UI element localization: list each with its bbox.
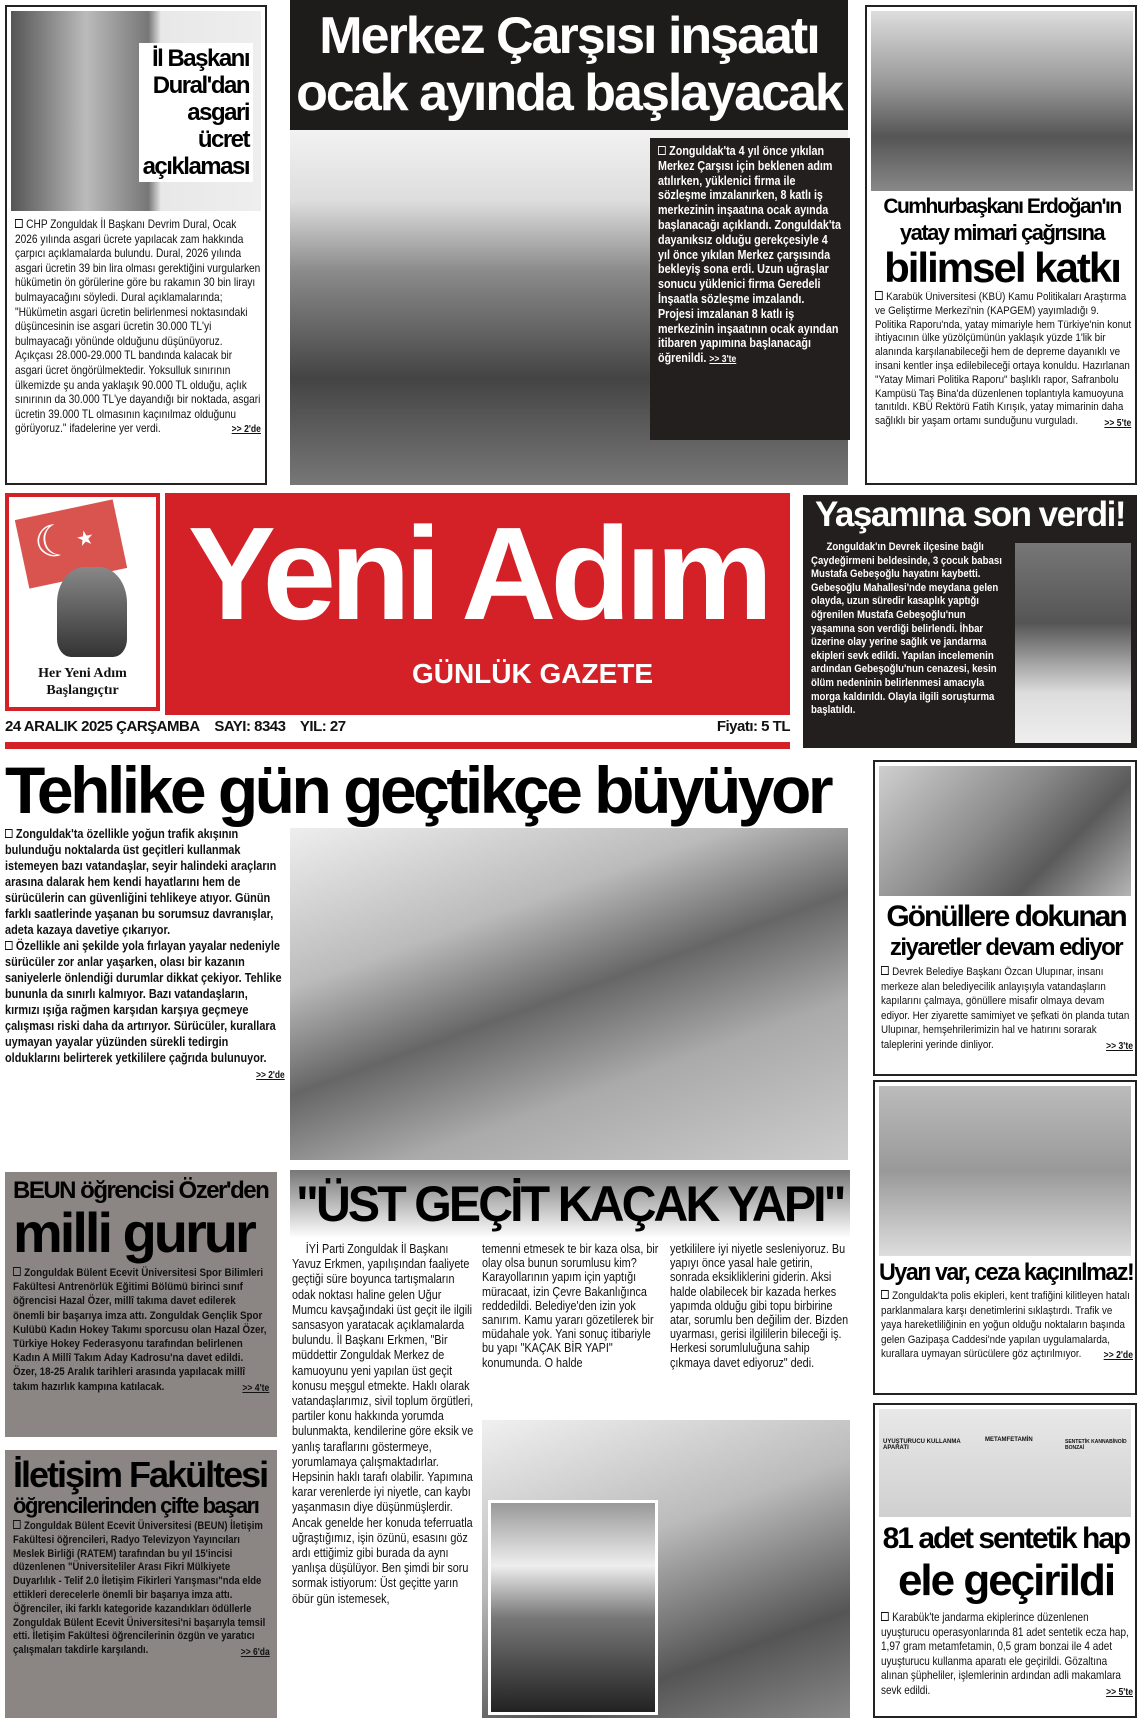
obituary-headline: Yaşamına son verdi! (815, 495, 1125, 534)
headline-line: yatay mimari çağrısına (899, 220, 1105, 245)
yatay-mimari-headline (871, 194, 1133, 289)
bullet-square-icon (875, 291, 883, 300)
body-text: Zonguldak Bülent Ecevit Üniversitesi Spor Bilimleri Fakültesi Antrenörlük Eğitimi Bölümü birinci sınıf öğrencisi Hazal Özer, millî takıma davet edilerek önemli bir başarıya imza attı. Zonguldak Gençlik Spor Kulübü Kadın Hokey Takımı sporcusu olan Hazal Özer, Türkiye Hokey Federasyonu tarafından belirlenen Kadın A Millî Takım Aday Kadrosu'na davet edildi. Özer, 18-25 Aralık tarihleri arasında yapılacak millî takım hazırlık kampına katılacak. (13, 1267, 267, 1393)
ust-gecit-col2: temenni etmesek te bir kaza olsa, bir olay olsa bunun sorumlusu kim? Karayollarının yapım için yaptığı müracaat, izin Çevre Bakanlığınca reddedildi. Belediye'den izin yok sanırım. Kamu yararı gözetilerek bir müdahale yok. Yani sonuç itibariyle bu yapı "KAÇAK BİR YAPI" konumunda. O halde (482, 1242, 659, 1370)
motto-line: Başlangıçtır (46, 683, 119, 698)
bullet-square-icon (881, 1290, 889, 1299)
yatay-mimari-story (865, 5, 1137, 485)
dural-body (15, 217, 261, 438)
headline-line: bilimsel katkı (884, 244, 1120, 291)
headline-line: milli gurur (13, 1201, 254, 1264)
photo-label: METAMFETAMİN (985, 1437, 1033, 1443)
ulupinar-headline (879, 900, 1133, 962)
headline-line: Cumhurbaşkanı Erdoğan'ın (883, 195, 1121, 218)
police-photo (879, 1086, 1131, 1256)
ulupinar-body (881, 965, 1133, 1055)
masthead-motto (9, 665, 156, 699)
dural-story (5, 5, 267, 485)
bullet-square-icon (881, 966, 889, 975)
erkmen-portrait (488, 1500, 658, 1715)
continue-link[interactable]: >> 3'te (1106, 1040, 1133, 1052)
ozer-story (5, 1172, 277, 1437)
body-text: Zonguldak'ta polis ekipleri, kent trafiğini kilitleyen hatalı parklanmalara karşı denetimlerini sıklaştırdı. Trafik ve yaya hareketliliğinin en yoğun olduğu noktaların başında gelen Gazipaşa Caddesi'nde yapılan uygulamalarda, kurallara uymayan sürücülere göz açtırılmıyor. (881, 1290, 1130, 1361)
bullet-square-icon (15, 219, 23, 228)
iletisim-story (5, 1450, 277, 1718)
newspaper-title: Yeni Adım (187, 500, 768, 647)
headline-line: ziyaretler devam ediyor (889, 934, 1123, 961)
drugs-headline (879, 1521, 1133, 1605)
ust-gecit-col3: yetkililere iyi niyetle sesleniyoruz. Bu yapıyı önce yasal hale getirin, sonrada eksikliklerini giderin. Aksi halde olabilecek bir kazada herkes yapımda olduğu gibi topu birbirine atar, sorumlu ben değilim der. Bizden uyarması, gerisi ilgililerin bileceği iş. Herkesi sorumluluğuna sahip çıkmaya davet ediyoruz" dedi. (670, 1242, 849, 1370)
seized-drugs-photo (879, 1409, 1131, 1517)
headline-line: 81 adet sentetik hap (882, 1522, 1130, 1555)
newspaper-subtitle: GÜNLÜK GAZETE (411, 658, 654, 689)
parking-body (881, 1289, 1133, 1364)
issue-info (5, 718, 790, 735)
merkez-carsi-body (658, 144, 842, 368)
continue-link[interactable]: >> 2'de (256, 1070, 285, 1081)
bullet-square-icon (658, 146, 666, 155)
headline-line: Merkez Çarşısı inşaatı (319, 7, 819, 65)
body-text: CHP Zonguldak İl Başkanı Devrim Dural, Ocak 2026 yılında asgari ücrete yapılacak zam hakkında çarpıcı açıklamalarda bulundu. Dural, 2026 yılında asgari ücretin 39 bin lira olması gerektiğini vurgularken hükümetin ön görülerine göre bu rakamın 30 bin lirayı bulmayacağını söyledi. Dural açıklamalarında; "Hükümetin asgari ücretin belirlenmesi noktasındaki düşüncesinin ise asgari ücretin 30.000 TL'yi bulmayacağı yönünde olduğunu düşünüyoruz. Açıkçası 28.000-29.000 TL bandında kalacak bir asgari ücret öngörülmektedir. Yoksulluk sınırının ülkemizde şu anda yaklaşık 90.000 TL olduğu, açlık sınırının da 30.000 TL'ye dayandığı bir noktada, asgari ücretin 39.000 TL olmasının kaçınılmaz olduğunu görüyoruz." ifadelerine yer verdi. (15, 217, 261, 436)
bullet-square-icon (881, 1612, 889, 1621)
headline-line: BEUN öğrencisi Özer'den (13, 1177, 269, 1204)
headline-line: Dural'dan (152, 72, 249, 99)
headline-line: öğrencilerinden çifte başarı (13, 1493, 259, 1518)
headline-line: ele geçirildi (897, 1556, 1115, 1605)
drugs-body (881, 1611, 1133, 1701)
headline-line: asgari (187, 99, 249, 126)
headline-line: Gönüllere dokunan (886, 900, 1126, 933)
deceased-photo (1015, 543, 1131, 743)
drugs-story (873, 1403, 1137, 1718)
continue-link[interactable]: >> 2'de (1103, 1350, 1133, 1362)
ataturk-portrait (57, 567, 127, 657)
main-body (5, 826, 285, 1084)
headline-line: ücret (197, 126, 249, 153)
parking-fines-story (873, 1080, 1137, 1395)
masthead-banner (165, 493, 790, 715)
houses-photo (871, 11, 1133, 191)
ulupinar-story (873, 760, 1137, 1076)
merkez-carsi-body-box (650, 138, 850, 440)
headline-line: açıklaması (142, 153, 249, 180)
headline-line: İletişim Fakültesi (13, 1454, 268, 1495)
dural-headline (139, 43, 253, 182)
yatay-mimari-body (875, 291, 1131, 431)
continue-link[interactable]: >> 2'de (231, 424, 261, 436)
continue-link[interactable]: >> 5'te (1106, 1686, 1133, 1698)
body-text: Karabük'te jandarma ekiplerince düzenlenen uyuşturucu operasyonlarında 81 adet sentetik ecza hap, 1,97 gram metamfetamin, 0,5 gram bonzai ile 4 adet uyuşturucu kullanma aparatı ele geçirildi. Gözaltına alınan şüpheliler, işlemlerinin ardından adli makamlara sevk edildi. (881, 1611, 1129, 1697)
issue-number: SAYI: 8343 (214, 718, 286, 735)
body-text: Karabük Üniversitesi (KBÜ) Kamu Politikaları Araştırma ve Geliştirme Merkezi'nin (KAPGEM) yayımladığı 9. Politika Raporu'nda, yatay mimariyle hem Türkiye'nin konut ihtiyacının ülke yüzölçümünün yaklaşık yüzde 1'lik bir alanında karşılanabileceği hem de depreme dayanıklı ve insani kentler inşa edilebileceği ortaya konuldu. Hazırlanan "Yatay Mimari Politika Raporu" başlıklı rapor, Safranbolu Kampüsü Taş Bina'da düzenlenen toplantıyla kamuoyuna tanıtıldı. KBÜ Rektörü Fatih Kırışık, yatay mimarinin daha sağlıklı bir yaşam ortamı sunduğunu vurguladı. (875, 291, 1132, 428)
body-text: Zonguldak'ta 4 yıl önce yıkılan Merkez Çarşısı için beklenen adım atılırken, yüklenici firma ile sözleşme imzalanırken, 8 katlı iş merkezinin inşaatına ocak ayında başlanacağı açıklandı. Zonguldak'ta dayanıksız olduğu gerekçesiyle 4 yıl önce yıkılan Merkez çarşısında bekleyiş sona erdi. Uzun uğraşlar sonucu yüklenici firma Geredeli İnşaatla sözleşme imzalandı. Projesi imzalanan 8 katlı iş merkezinin inşaatının ocak ayından itibaren yapımına başlanacağı öğrenildi. (658, 144, 841, 366)
visit-photo (879, 766, 1131, 896)
body-text: Zonguldak'ta özellikle yoğun trafik akışının bulunduğu noktalarda üst geçitleri kullanmak istemeyen bazı vatandaşlar, seyir halindeki araçların arasına dalarak hem kendi hayatlarını hem de sürücülerin can güvenliğini tehlikeye atıyor. Günün farklı saatlerinde yaşanan bu sorumsuz davranışlar, adeta kazaya davetiye çıkarıyor. (5, 826, 277, 937)
motto-line: Her Yeni Adım (38, 666, 127, 681)
ataturk-box (5, 493, 160, 711)
body-text: Zonguldak Bülent Ecevit Üniversitesi (BEUN) İletişim Fakültesi öğrencileri, Radyo Televizyon Yayıncıları Meslek Birliği (RATEM) tarafından bu yıl 15'incisi düzenlenen "Üniversiteliler Arası Fikri Mülkiyete Duyarlılık - Telif 2.0 İletişim Fikirleri Yarışması"nda elde ettikleri derecelerle önemli bir başarıya imza attı. Öğrenciler, iki farklı kategoride kazandıkları ödüllerle Zonguldak Bülent Ecevit Üniversitesi'ni başarıyla temsil etti. İletişim Fakültesi öğrencilerinin özgün ve yaratıcı çalışmaları takdirle karşılandı. (13, 1520, 266, 1657)
continue-link[interactable]: >> 6'da (240, 1647, 270, 1659)
bullet-square-icon (13, 1267, 21, 1276)
continue-link[interactable]: >> 5'te (1104, 418, 1132, 430)
body-text: Özellikle ani şekilde yola fırlayan yayalar nedeniyle sürücüler zor anlar yaşarken, olası bir kazanın saniyelerle önlendiği durumlar dikkat çekiyor. Tehlike bununla da sınırlı kalmıyor. Bazı vatandaşların, kırmızı ışığa rağmen karşıdan karşıya geçmeye çalışması riski daha da artırıyor. Sürücüler, kurallara uymayan yayalar yüzünden sürekli tedirgin olduklarını belirterek yetkililere çağrıda bulunuyor. (5, 938, 282, 1065)
photo-label: UYUŞTURUCU KULLANMA APARATI (883, 1439, 961, 1451)
parking-headline: Uyarı var, ceza kaçınılmaz! (879, 1259, 1134, 1286)
issue-price: Fiyatı: 5 TL (716, 718, 790, 735)
main-headline: Tehlike gün geçtikçe büyüyor (5, 753, 831, 827)
photo-label: SENTETİK KANNABİNOİD BONZAİ (1065, 1439, 1127, 1451)
iletisim-body (13, 1520, 270, 1658)
ust-gecit-headline: "ÜST GEÇİT KAÇAK YAPI" (296, 1176, 844, 1232)
continue-link[interactable]: >> 3'te (709, 354, 737, 366)
bullet-square-icon (13, 1520, 21, 1529)
bullet-square-icon (5, 941, 13, 950)
obituary-body: Zonguldak'ın Devrek ilçesine bağlı Çaydeğirmeni beldesinde, 3 çocuk babası Mustafa Gebeşoğlu hayatını kaybetti. Gebeşoğlu Mahallesi'nde meydana gelen olayda, uzun süredir kasaplık yaptığı öğrenilen Mustafa Gebeşoğlu'nun yaşamına son verdiği belirlendi. İhbar üzerine olay yerine sağlık ve jandarma ekipleri sevk edildi. Yapılan incelemenin ardından Gebeşoğlu'nun cenazesi, kesin ölüm nedeninin belirlenmesi amacıyla morga kaldırıldı. Olayla ilgili soruşturma başlatıldı. (811, 541, 1002, 717)
ust-gecit-col1: İYİ Parti Zonguldak İl Başkanı Yavuz Erkmen, yapılışından faaliyete geçtiği süre boyunca tartışmaların odak noktası haline gelen Uğur Mumcu kavşağındaki üst geçit ile ilgili sansasyon yaratacak açıklamalarda bulundu. İl Başkanı Erkmen, "Bir müddettir Zonguldak Merkez de kamuoyunu yeni yapılan üst geçit konusu meşgul etmekte. Haklı olarak vatandaşlarımız, sivil toplum örgütleri, partiler konu hakkında yorumda bulunmakta, kendilerine göre eksik ve yanlış taraflarını göstermeye, yorumlamaya çalışmaktadırlar. Hepsinin haklı tarafı olabilir. Yapımına karar verenlerde iyi niyetle, can kaybı yaşanmasın diye düşünmüşlerdir. Ancak genelde her konuda teferruatla uğraştığımız, işin özünü, esasını göz ardı ettiğimiz gibi burada da aynı yanlışa düşülüyor. Ben şimdi bir soru sormak istiyorum: Üst geçitte yarın öbür gün istemesek, (292, 1242, 474, 1606)
issue-year: YIL: 27 (299, 718, 346, 735)
headline-line: ocak ayında başlayacak (296, 64, 842, 122)
ozer-body (13, 1266, 269, 1394)
obituary-story (803, 495, 1137, 748)
merkez-carsi-headline (290, 0, 848, 130)
turkish-flag-icon: ☾ ★ (15, 499, 127, 588)
masthead-rule (5, 742, 790, 749)
headline-line: İl Başkanı (151, 45, 249, 72)
body-text: Devrek Belediye Başkanı Özcan Ulupınar, insanı merkeze alan belediyecilik anlayışıyla vatandaşların kapılarını çalmaya, gönüllere misafir olmaya devam ediyor. Her ziyarette samimiyet ve şefkati ön planda tutan Ulupınar, hemşehrilerimizin hal ve hatırını sorarak taleplerini yerinde dinliyor. (881, 966, 1130, 1051)
issue-date: 24 ARALIK 2025 ÇARŞAMBA (5, 718, 200, 735)
continue-link[interactable]: >> 4'te (242, 1382, 270, 1394)
pedestrians-crossing-photo (290, 828, 848, 1160)
bullet-square-icon (5, 829, 13, 838)
